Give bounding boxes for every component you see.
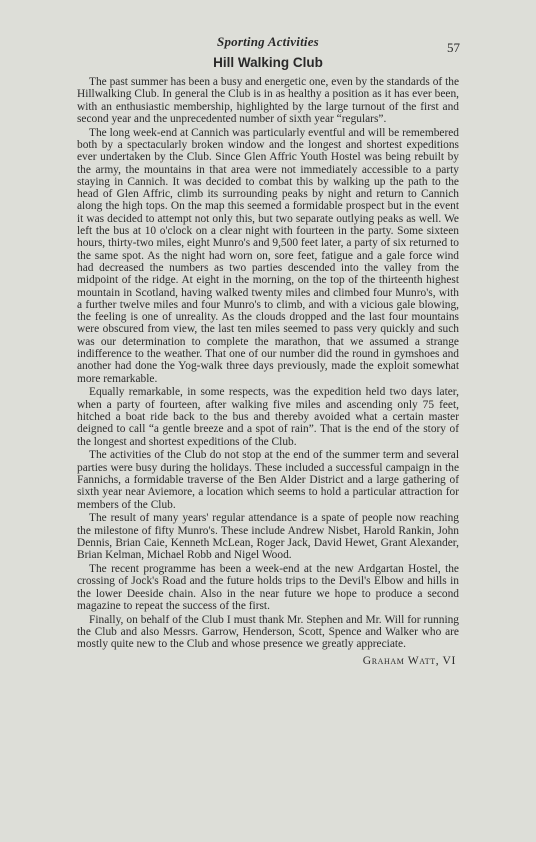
paragraph: The recent programme has been a week-end at the new Ardgartan Hostel, the crossing of Jock's Road and the future holds trips to the Devil's Elbow and hills in the lower Deeside chain. Also in the near future we hope to produce a second magazine to repeat the success of the first. [77,563,459,612]
paragraph: The result of many years' regular attendance is a spate of people now reaching the milestone of fifty Munro's. These include Andrew Nisbet, Harold Rankin, John Dennis, Brian Caie, Kenneth McLean, Roger Jack, David Hewet, Grant Alexander, Brian Kelman, Michael Robb and Nigel Wood. [77,512,459,562]
article-body [77,76,459,652]
article-title: Hill Walking Club [213,55,323,70]
running-head: Sporting Activities [217,34,319,49]
page-number: 57 [447,40,460,55]
author-signature: Graham Watt, VI [362,654,456,667]
paragraph: The past summer has been a busy and energetic one, even by the standards of the Hillwalking Club. In general the Club is in as healthy a position as it has ever been, with an enthusiastic membership, highlighted by the large turnout of the first and second year and the unprecedented number of sixth year “regulars”. [77,76,459,125]
paragraph: Finally, on behalf of the Club I must thank Mr. Stephen and Mr. Will for running the Club and also Messrs. Garrow, Henderson, Scott, Spence and Walker who are mostly quite new to the Club and whose presence we greatly appreciate. [77,613,459,651]
paragraph: The long week-end at Cannich was particularly eventful and will be remembered both by a spectacularly broken window and the longest and shortest expeditions ever undertaken by the Club. Since Glen Affric Youth Hostel was being rebuilt by the army, the mountains in that area were not immediately accessible to a party staying in Cannich. It was decided to combat this by walking up the path to the head of Glen Affric, climb its surrounding peaks by night and return to Cannich along the high tops. On the map this seemed a formidable prospect but in the event it was decided to attempt not only this, but two separate outlying peaks as well. We left the bus at 10 o'clock on a clear night with fourteen in the party. Some sixteen hours, thirty-two miles, eight Munro's and 9,500 feet later, a party of six returned to the same spot. As the night had worn on, sore feet, fatigue and a gale force wind had decreased the numbers as two parties descended into the valley from the midpoint of the ridge. At eight in the morning, on the top of the thirteenth highest mountain in Scotland, having walked twenty miles and climbed four Munro's, with a further twelve miles and four Munro's to climb, and with a vicious gale blowing, the feeling is one of unreality. As the clouds dropped and the last four mountains were obscured from view, the last ten miles seemed to pass very quickly and such was our determination to complete the marathon, that we assumed a strange indifference to the weather. That one of our number did the round in gymshoes and another had done the Yog-walk three days previously, made the exploit somewhat more remarkable. [77,126,459,385]
paragraph: Equally remarkable, in some respects, was the expedition held two days later, when a party of fourteen, after walking five miles and ascending only 75 feet, hitched a boat ride back to the bus and thereby avoided what a certain master deigned to call “a gentle breeze and a spot of rain”. That is the end of the story of the longest and shortest expeditions of the Club. [77,386,459,448]
paragraph: The activities of the Club do not stop at the end of the summer term and several parties were busy during the holidays. These included a successful campaign in the Fannichs, a formidable traverse of the Ben Alder District and a large gathering of sixth year near Aviemore, a location which seems to hold a particular attraction for members of the Club. [77,449,459,511]
